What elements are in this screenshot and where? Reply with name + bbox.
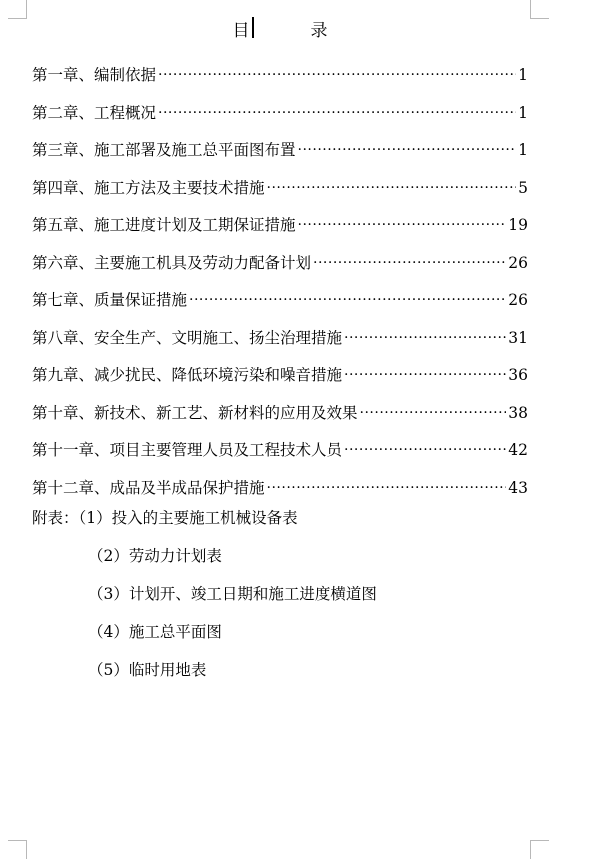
toc-entry-title: 第四章、施工方法及主要技术措施 (32, 178, 265, 197)
toc-entry-page: 36 (508, 366, 528, 384)
toc-entry[interactable] (32, 281, 528, 319)
toc-entry-page: 26 (508, 291, 528, 309)
toc-entry-title: 第二章、工程概况 (32, 103, 157, 122)
toc-entry-title: 第三章、施工部署及施工总平面图布置 (32, 141, 296, 159)
toc-leader-dots (313, 244, 506, 268)
toc-entry-title: 第一章、编制依据 (32, 66, 157, 84)
toc-entry-page: 1 (518, 103, 528, 122)
toc-entry-title: 第十一章、项目主要管理人员及工程技术人员 (32, 441, 343, 459)
appendix-item: （2）劳动力计划表 (88, 547, 222, 565)
toc-entry-page: 42 (508, 441, 528, 459)
toc-leader-dots (344, 431, 506, 455)
table-of-contents (32, 56, 528, 506)
toc-entry-title: 第十章、新技术、新工艺、新材料的应用及效果 (32, 403, 358, 422)
toc-leader-dots (298, 206, 507, 230)
toc-leader-dots (360, 394, 507, 418)
toc-entry[interactable] (32, 319, 528, 357)
toc-entry-title: 第六章、主要施工机具及劳动力配备计划 (32, 253, 312, 272)
toc-entry-title: 第七章、质量保证措施 (32, 291, 188, 309)
toc-entry[interactable] (32, 356, 528, 394)
toc-entry-title: 第八章、安全生产、文明施工、扬尘治理措施 (32, 328, 343, 347)
toc-entry[interactable] (32, 394, 528, 432)
appendix-list (32, 506, 552, 696)
toc-entry[interactable] (32, 94, 528, 132)
toc-entry-page: 43 (508, 478, 528, 497)
toc-entry[interactable] (32, 131, 528, 169)
appendix-item: （4）施工总平面图 (88, 623, 222, 641)
crop-mark-bottom-left (8, 840, 27, 859)
toc-entry[interactable] (32, 56, 528, 94)
toc-entry[interactable] (32, 244, 528, 282)
appendix-item: （3）计划开、竣工日期和施工进度横道图 (88, 585, 377, 603)
toc-entry-page: 31 (508, 328, 528, 347)
crop-mark-bottom-right (530, 840, 549, 859)
toc-entry-page: 5 (518, 178, 528, 197)
toc-entry[interactable] (32, 469, 528, 507)
toc-entry-title: 第十二章、成品及半成品保护措施 (32, 478, 265, 497)
toc-entry-page: 1 (518, 141, 528, 159)
toc-entry-page: 1 (518, 66, 528, 84)
toc-entry[interactable] (32, 206, 528, 244)
toc-leader-dots (267, 169, 516, 193)
appendix-item: （5）临时用地表 (88, 661, 207, 679)
appendix-heading: 附表：（1）投入的主要施工机械设备表 (32, 509, 298, 527)
toc-leader-dots (344, 356, 506, 380)
toc-entry-title: 第九章、减少扰民、降低环境污染和噪音措施 (32, 366, 343, 384)
toc-leader-dots (158, 56, 516, 80)
toc-title: 目 录 (232, 21, 350, 41)
toc-entry-page: 38 (508, 403, 528, 422)
toc-entry-title: 第五章、施工进度计划及工期保证措施 (32, 216, 296, 234)
toc-entry-page: 26 (508, 253, 528, 272)
toc-entry[interactable] (32, 169, 528, 207)
toc-entry-page: 19 (508, 216, 528, 234)
toc-entry[interactable] (32, 431, 528, 469)
toc-leader-dots (158, 94, 516, 118)
toc-leader-dots (344, 319, 506, 343)
toc-leader-dots (189, 281, 506, 305)
toc-leader-dots (267, 469, 507, 493)
toc-leader-dots (298, 131, 516, 155)
